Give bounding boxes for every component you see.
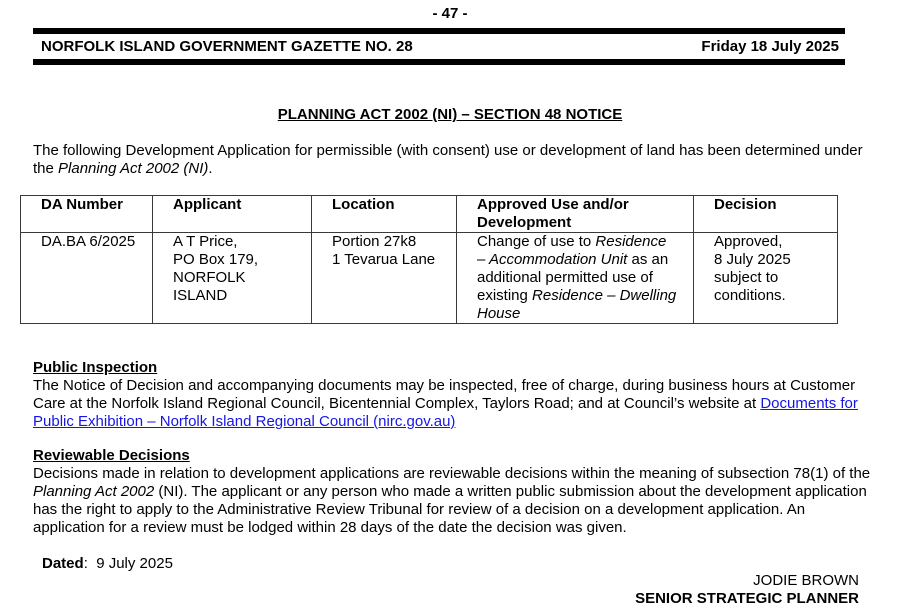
reviewable-decisions-section (33, 447, 873, 537)
approved-use-italic: – Accommodation Unit (477, 251, 628, 268)
approved-use-line (477, 305, 689, 323)
signer-title: SENIOR STRATEGIC PLANNER (635, 590, 859, 607)
development-application-table (20, 195, 838, 324)
column-header-approved-use (457, 196, 694, 233)
cell-applicant (153, 233, 312, 324)
dated-line (42, 555, 173, 572)
dated-label: Dated (42, 555, 84, 572)
approved-use-line (477, 233, 689, 251)
reviewable-text-before: Decisions made in relation to development applications are reviewable decisions within the meaning of subsection 78(1) of the (33, 465, 871, 482)
public-inspection-section (33, 359, 873, 431)
public-inspection-body: The Notice of Decision and accompanying documents may be inspected, free of charge, during business hours at Customer Care at the Norfolk Island Regional Council, Bicentennial Complex, Taylors Road; and at Council’s website at (33, 377, 856, 412)
gazette-date: Friday 18 July 2025 (701, 38, 839, 55)
location-line: Portion 27k8 (332, 233, 417, 250)
page-number: - 47 - (432, 5, 468, 22)
applicant-line: A T Price, (173, 233, 238, 250)
cell-approved-use (457, 233, 694, 324)
approved-use-italic: Residence – Dwelling (532, 287, 677, 304)
cell-decision (694, 233, 838, 324)
gazette-name: NORFOLK ISLAND GOVERNMENT GAZETTE NO. 28 (41, 38, 413, 55)
location-line: 1 Tevarua Lane (332, 251, 436, 268)
column-header-location: Location (312, 196, 457, 233)
applicant-line: PO Box 179, (173, 251, 259, 268)
intro-paragraph (33, 142, 863, 178)
table-row (21, 233, 838, 324)
public-inspection-text (33, 377, 873, 431)
applicant-line: NORFOLK (173, 269, 246, 286)
reviewable-decisions-heading: Reviewable Decisions (33, 447, 190, 464)
reviewable-act-name: Planning Act 2002 (33, 483, 155, 500)
header-rule-top (33, 28, 845, 34)
approved-use-text: as an (627, 251, 669, 268)
decision-line: 8 July 2025 (714, 251, 791, 268)
approved-use-line: additional permitted use of (477, 269, 653, 286)
approved-use-text: existing (477, 287, 533, 304)
cell-location (312, 233, 457, 324)
column-header-decision: Decision (694, 196, 838, 233)
approved-use-italic: Residence (595, 233, 667, 250)
approved-use-italic: House (477, 305, 521, 322)
intro-act-name: Planning Act 2002 (NI) (58, 160, 209, 177)
column-header-da-number: DA Number (21, 196, 153, 233)
notice-title: PLANNING ACT 2002 (NI) – SECTION 48 NOTICE (277, 106, 623, 123)
intro-text: The following Development Application for permissible (with consent) use or development of land has been determined under the (33, 142, 863, 177)
dated-value: : 9 July 2025 (83, 555, 173, 572)
public-inspection-heading: Public Inspection (33, 359, 158, 376)
reviewable-text-after: (NI). The applicant or any person who made a written public submission about the development application has the right to apply to the Administrative Review Tribunal for review of a decision on a development application. An application for a review must be lodged within 28 days of the date the decision was given. (33, 483, 867, 536)
header-rule-bottom (33, 59, 845, 65)
approved-use-text: Change of use to (477, 233, 596, 250)
cell-da-number: DA.BA 6/2025 (21, 233, 153, 324)
decision-line: subject to (714, 269, 779, 286)
decision-line: conditions. (714, 287, 786, 304)
header-line: Development (477, 214, 572, 231)
approved-use-line (477, 251, 689, 269)
header-line: Approved Use and/or (477, 196, 629, 213)
approved-use-line (477, 287, 689, 305)
table-header-row (21, 196, 838, 233)
applicant-line: ISLAND (173, 287, 228, 304)
column-header-applicant: Applicant (153, 196, 312, 233)
intro-end: . (208, 160, 213, 177)
signer-name: JODIE BROWN (753, 572, 859, 589)
reviewable-decisions-text (33, 465, 873, 537)
decision-line: Approved, (714, 233, 783, 250)
public-exhibition-link[interactable]: Documents for Public Exhibition – Norfolk Island Regional Council (nirc.gov.au) (33, 395, 858, 430)
